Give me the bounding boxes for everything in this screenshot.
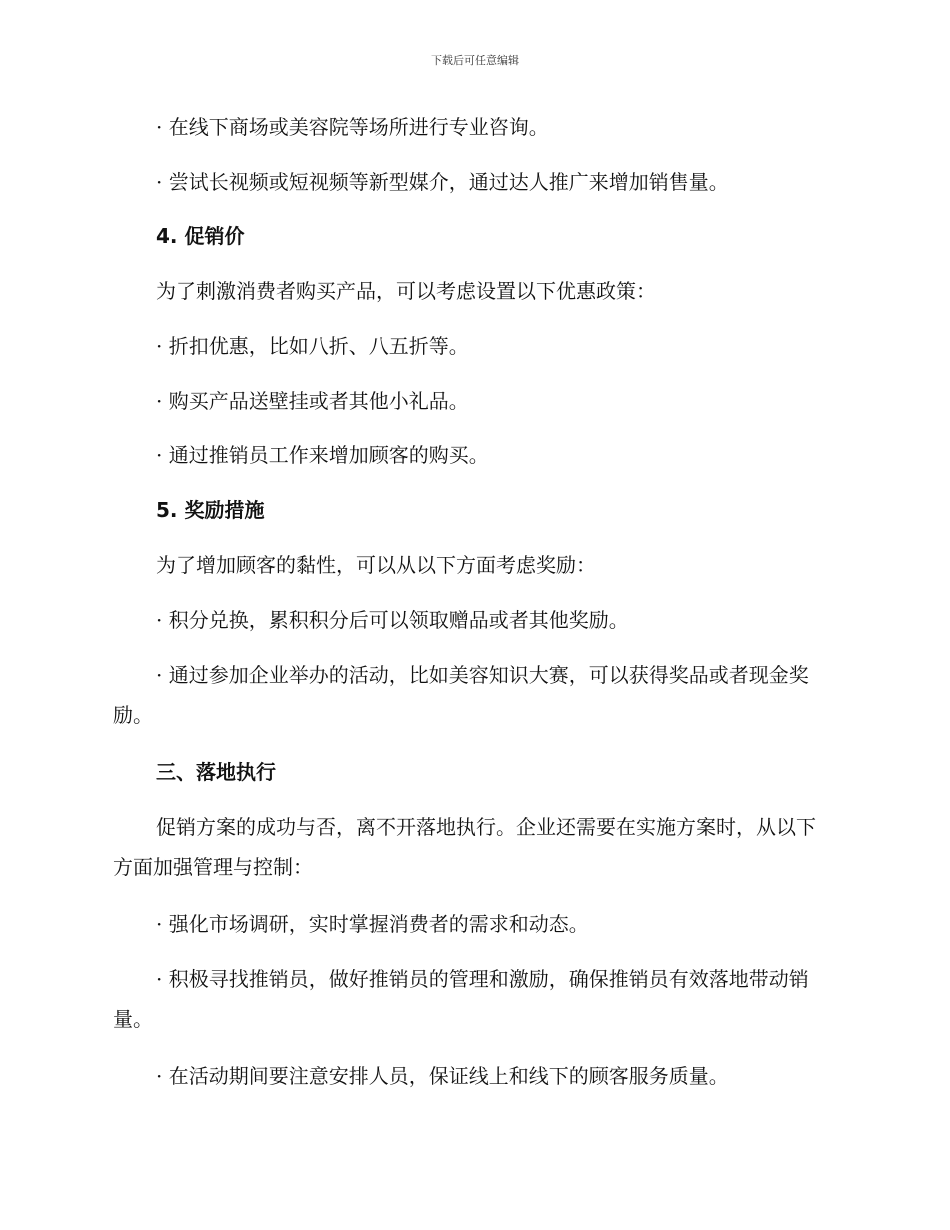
bullet-item: · 通过推销员工作来增加顾客的购买。	[156, 443, 489, 467]
bullet-item: · 在线下商场或美容院等场所进行专业咨询。	[156, 115, 549, 139]
body-paragraph: 为了刺激消费者购买产品，可以考虑设置以下优惠政策：	[156, 279, 656, 303]
section-heading: 三、落地执行	[156, 760, 276, 784]
page-header: 下载后可任意编辑	[431, 54, 519, 67]
bullet-item: · 购买产品送壁挂或者其他小礼品。	[156, 389, 469, 413]
bullet-item: · 在活动期间要注意安排人员，保证线上和线下的顾客服务质量。	[156, 1064, 729, 1088]
bullet-item: · 通过参加企业举办的活动，比如美容知识大赛，可以获得奖品或者现金奖励。	[113, 663, 809, 727]
section-heading: 5. 奖励措施	[156, 498, 265, 522]
bullet-item: · 强化市场调研，实时掌握消费者的需求和动态。	[156, 912, 589, 936]
body-paragraph: 为了增加顾客的黏性，可以从以下方面考虑奖励：	[156, 553, 596, 577]
body-paragraph: 促销方案的成功与否，离不开落地执行。企业还需要在实施方案时，从以下方面加强管理与控制：	[113, 815, 816, 879]
bullet-item: · 积分兑换，累积积分后可以领取赠品或者其他奖励。	[156, 608, 629, 632]
section-heading: 4. 促销价	[156, 224, 245, 248]
bullet-item: · 尝试长视频或短视频等新型媒介，通过达人推广来增加销售量。	[156, 170, 729, 194]
bullet-item: · 折扣优惠，比如八折、八五折等。	[156, 334, 469, 358]
bullet-item: · 积极寻找推销员，做好推销员的管理和激励，确保推销员有效落地带动销量。	[113, 967, 809, 1031]
